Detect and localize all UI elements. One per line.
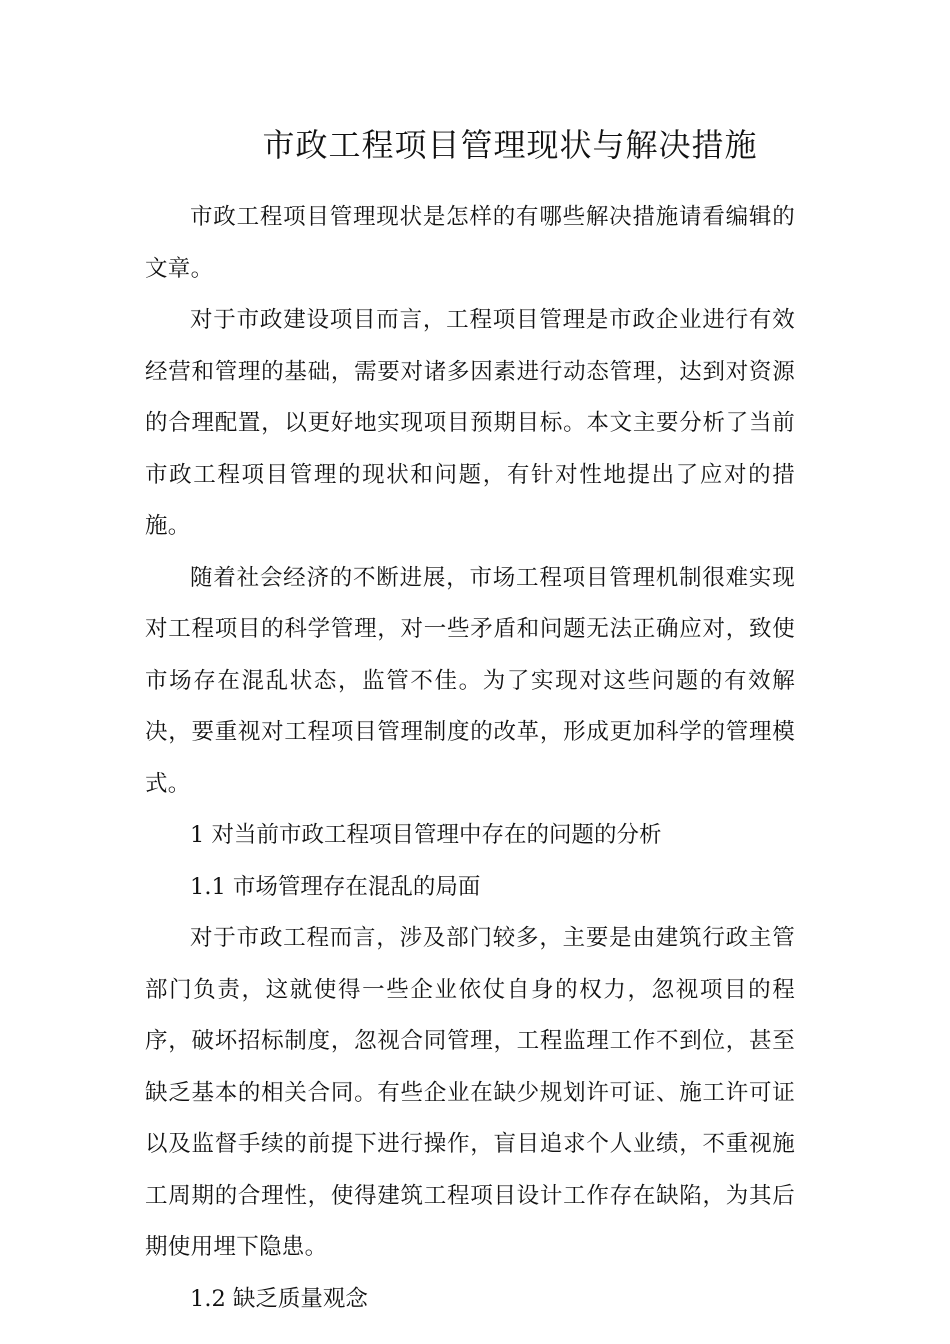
intro-paragraph: 市政工程项目管理现状是怎样的有哪些解决措施请看编辑的文章。 — [145, 204, 795, 282]
section-1-heading: 1 对当前市政工程项目管理中存在的问题的分析 — [190, 822, 662, 848]
section-1-1-paragraph: 对于市政工程而言，涉及部门较多，主要是由建筑行政主管部门负责，这就使得一些企业依仗自身的权力，忽视项目的程序，破坏招标制度，忽视合同管理，工程监理工作不到位，甚至缺乏基本的相关合同。有些企业在缺少规划许可证、施工许可证以及监督手续的前提下进行操作，盲目追求个人业绩，不重视施工周期的合理性，使得建筑工程项目设计工作存在缺陷，为其后期使用埋下隐患。 — [145, 925, 795, 1260]
document-title: 市政工程项目管理现状与解决措施 — [262, 126, 758, 164]
document-body — [145, 192, 795, 1325]
section-1-2-heading: 1.2 缺乏质量观念 — [190, 1285, 368, 1312]
background-paragraph: 随着社会经济的不断进展，市场工程项目管理机制很难实现对工程项目的科学管理，对一些矛盾和问题无法正确应对，致使市场存在混乱状态，监管不佳。为了实现对这些问题的有效解决，要重视对工程项目管理制度的改革，形成更加科学的管理模式。 — [145, 564, 795, 797]
section-1-1-heading: 1.1 市场管理存在混乱的局面 — [190, 873, 481, 900]
overview-paragraph: 对于市政建设项目而言，工程项目管理是市政企业进行有效经营和管理的基础，需要对诸多因素进行动态管理，达到对资源的合理配置，以更好地实现项目预期目标。本文主要分析了当前市政工程项目管理的现状和问题，有针对性地提出了应对的措施。 — [145, 307, 795, 539]
